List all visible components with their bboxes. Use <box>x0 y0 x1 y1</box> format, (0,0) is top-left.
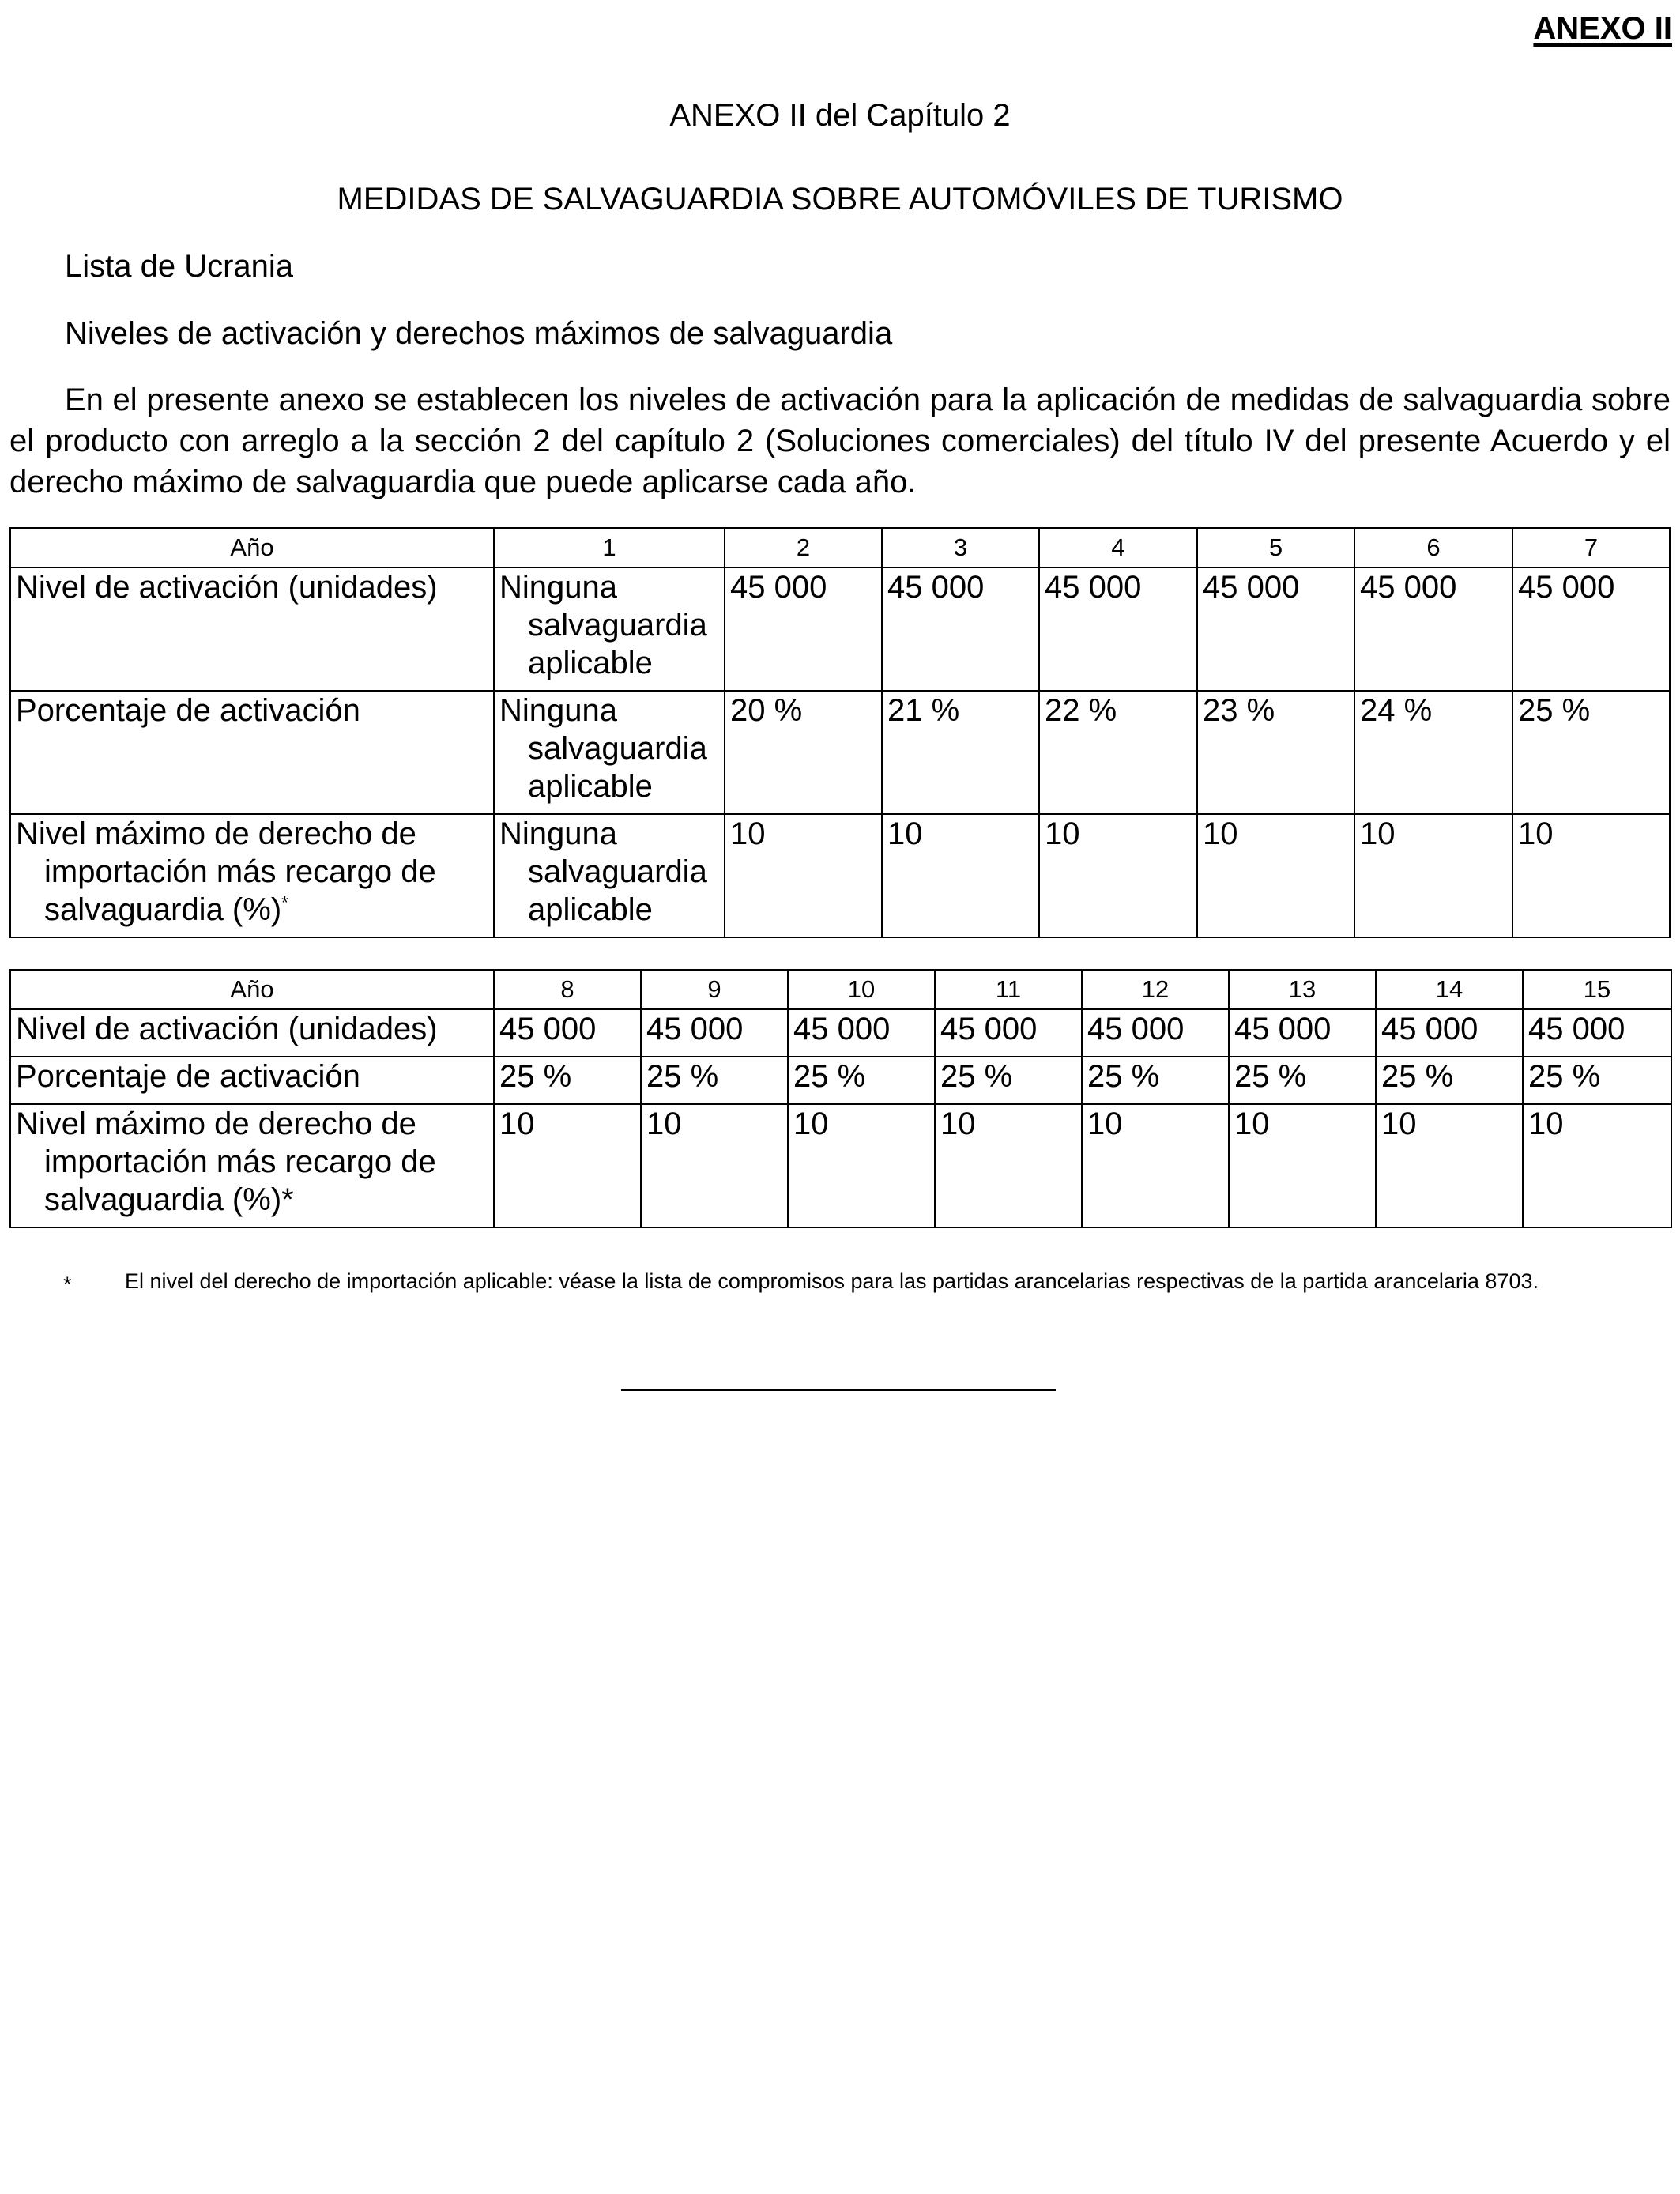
year-header-cell: 15 <box>1523 970 1671 1009</box>
row-label-text: Nivel máximo de derecho de importación más recargo de salvaguardia (%)* <box>16 1106 436 1217</box>
table-cell: 45 000 <box>1197 567 1354 691</box>
table-cell: 45 000 <box>1523 1009 1671 1057</box>
table-cell: 45 000 <box>494 1009 641 1057</box>
table-cell: 10 <box>1197 814 1354 937</box>
safeguard-table-years-1-7 <box>9 527 1671 938</box>
table-cell: 10 <box>1229 1104 1376 1227</box>
row-label <box>10 1104 494 1227</box>
table-cell: 45 000 <box>1082 1009 1229 1057</box>
row-label-text <box>16 815 488 929</box>
table-cell: 25 % <box>1376 1057 1523 1104</box>
table-row <box>10 691 1670 814</box>
annex-tag: ANEXO II <box>1533 11 1672 46</box>
year-header-cell: 6 <box>1354 528 1512 567</box>
table-cell: 25 % <box>494 1057 641 1104</box>
table-row <box>10 528 1670 567</box>
safeguard-table-years-8-15 <box>9 969 1672 1228</box>
cell-line: aplicable <box>528 646 653 680</box>
year-header-label: Año <box>10 528 494 567</box>
footnote-marker: * <box>63 1272 72 1296</box>
table-cell: 10 <box>1082 1104 1229 1227</box>
row-label-text: Porcentaje de activación <box>16 1059 360 1094</box>
table-cell: 24 % <box>1354 691 1512 814</box>
row-label <box>10 567 494 691</box>
table-row <box>10 814 1670 937</box>
no-safeguard-cell <box>494 691 725 814</box>
row-label <box>10 691 494 814</box>
year-header-cell: 13 <box>1229 970 1376 1009</box>
table-cell: 10 <box>1523 1104 1671 1227</box>
table-cell: 10 <box>641 1104 788 1227</box>
table-cell: 45 000 <box>1512 567 1670 691</box>
table-cell: 25 % <box>1523 1057 1671 1104</box>
table-cell: 45 000 <box>1376 1009 1523 1057</box>
row-label-text: Nivel de activación (unidades) <box>16 1012 438 1046</box>
table-cell: 25 % <box>641 1057 788 1104</box>
table-cell: 45 000 <box>788 1009 935 1057</box>
year-header-cell: 14 <box>1376 970 1523 1009</box>
cell-line: salvaguardia <box>528 731 707 766</box>
cell-line: Ninguna <box>499 816 618 851</box>
table-cell: 45 000 <box>935 1009 1082 1057</box>
table-row <box>10 1009 1671 1057</box>
row-label <box>10 1009 494 1057</box>
year-header-cell: 4 <box>1039 528 1197 567</box>
footnote-text: El nivel del derecho de importación aplicable: véase la lista de compromisos para las partidas arancelarias respectivas de la partida arancelaria 8703. <box>125 1269 1539 1293</box>
table-cell: 10 <box>725 814 882 937</box>
table-cell: 25 % <box>1512 691 1670 814</box>
year-header-cell: 5 <box>1197 528 1354 567</box>
table-row <box>10 1057 1671 1104</box>
table-cell: 45 000 <box>1229 1009 1376 1057</box>
table-cell: 25 % <box>788 1057 935 1104</box>
table-cell: 10 <box>882 814 1039 937</box>
year-header-cell: 8 <box>494 970 641 1009</box>
year-header-cell: 3 <box>882 528 1039 567</box>
table-cell: 25 % <box>935 1057 1082 1104</box>
table-row <box>10 567 1670 691</box>
table-cell: 10 <box>1512 814 1670 937</box>
table-cell: 45 000 <box>725 567 882 691</box>
table-cell: 10 <box>935 1104 1082 1227</box>
list-heading: Lista de Ucrania <box>65 249 294 284</box>
cell-line: salvaguardia <box>528 854 707 889</box>
table-cell: 20 % <box>725 691 882 814</box>
cell-line: Ninguna <box>499 693 618 728</box>
table-cell: 25 % <box>1082 1057 1229 1104</box>
year-header-cell: 1 <box>494 528 725 567</box>
cell-line: salvaguardia <box>528 608 707 643</box>
cell-line: aplicable <box>528 892 653 927</box>
footnote-reference: * <box>281 892 288 913</box>
row-label <box>10 1057 494 1104</box>
cell-line: Ninguna <box>499 570 618 605</box>
year-header-cell: 10 <box>788 970 935 1009</box>
row-label <box>10 814 494 937</box>
row-label-main: Nivel máximo de derecho de importación más recargo de salvaguardia (%) <box>16 816 436 927</box>
year-header-cell: 9 <box>641 970 788 1009</box>
table-row <box>10 970 1671 1009</box>
table-cell: 45 000 <box>882 567 1039 691</box>
year-header-cell: 7 <box>1512 528 1670 567</box>
no-safeguard-cell <box>494 567 725 691</box>
table-cell: 25 % <box>1229 1057 1376 1104</box>
table-cell: 23 % <box>1197 691 1354 814</box>
intro-paragraph: En el presente anexo se establecen los niveles de activación para la aplicación de medidas de salvaguardia sobre el producto con arreglo a la sección 2 del capítulo 2 (Soluciones comerciales) del título IV del presente Acuerdo y el derecho máximo de salvaguardia que puede aplicarse cada año. <box>9 383 1671 499</box>
document-title: ANEXO II del Capítulo 2 <box>669 98 1011 133</box>
table-cell: 45 000 <box>1354 567 1512 691</box>
table-cell: 10 <box>494 1104 641 1227</box>
no-safeguard-cell <box>494 814 725 937</box>
cell-line: aplicable <box>528 769 653 804</box>
year-header-label: Año <box>10 970 494 1009</box>
table-cell: 22 % <box>1039 691 1197 814</box>
section-heading: Niveles de activación y derechos máximos de salvaguardia <box>65 316 893 351</box>
table-cell: 10 <box>1376 1104 1523 1227</box>
year-header-cell: 2 <box>725 528 882 567</box>
table-cell: 10 <box>1354 814 1512 937</box>
table-cell: 10 <box>788 1104 935 1227</box>
document-subtitle: MEDIDAS DE SALVAGUARDIA SOBRE AUTOMÓVILES DE TURISMO <box>337 182 1343 217</box>
row-label-text: Porcentaje de activación <box>16 693 360 728</box>
table-cell: 45 000 <box>1039 567 1197 691</box>
row-label-text: Nivel de activación (unidades) <box>16 570 438 605</box>
end-rule <box>621 1389 1056 1391</box>
year-header-cell: 12 <box>1082 970 1229 1009</box>
table-cell: 45 000 <box>641 1009 788 1057</box>
table-cell: 21 % <box>882 691 1039 814</box>
table-cell: 10 <box>1039 814 1197 937</box>
table-row <box>10 1104 1671 1227</box>
year-header-cell: 11 <box>935 970 1082 1009</box>
